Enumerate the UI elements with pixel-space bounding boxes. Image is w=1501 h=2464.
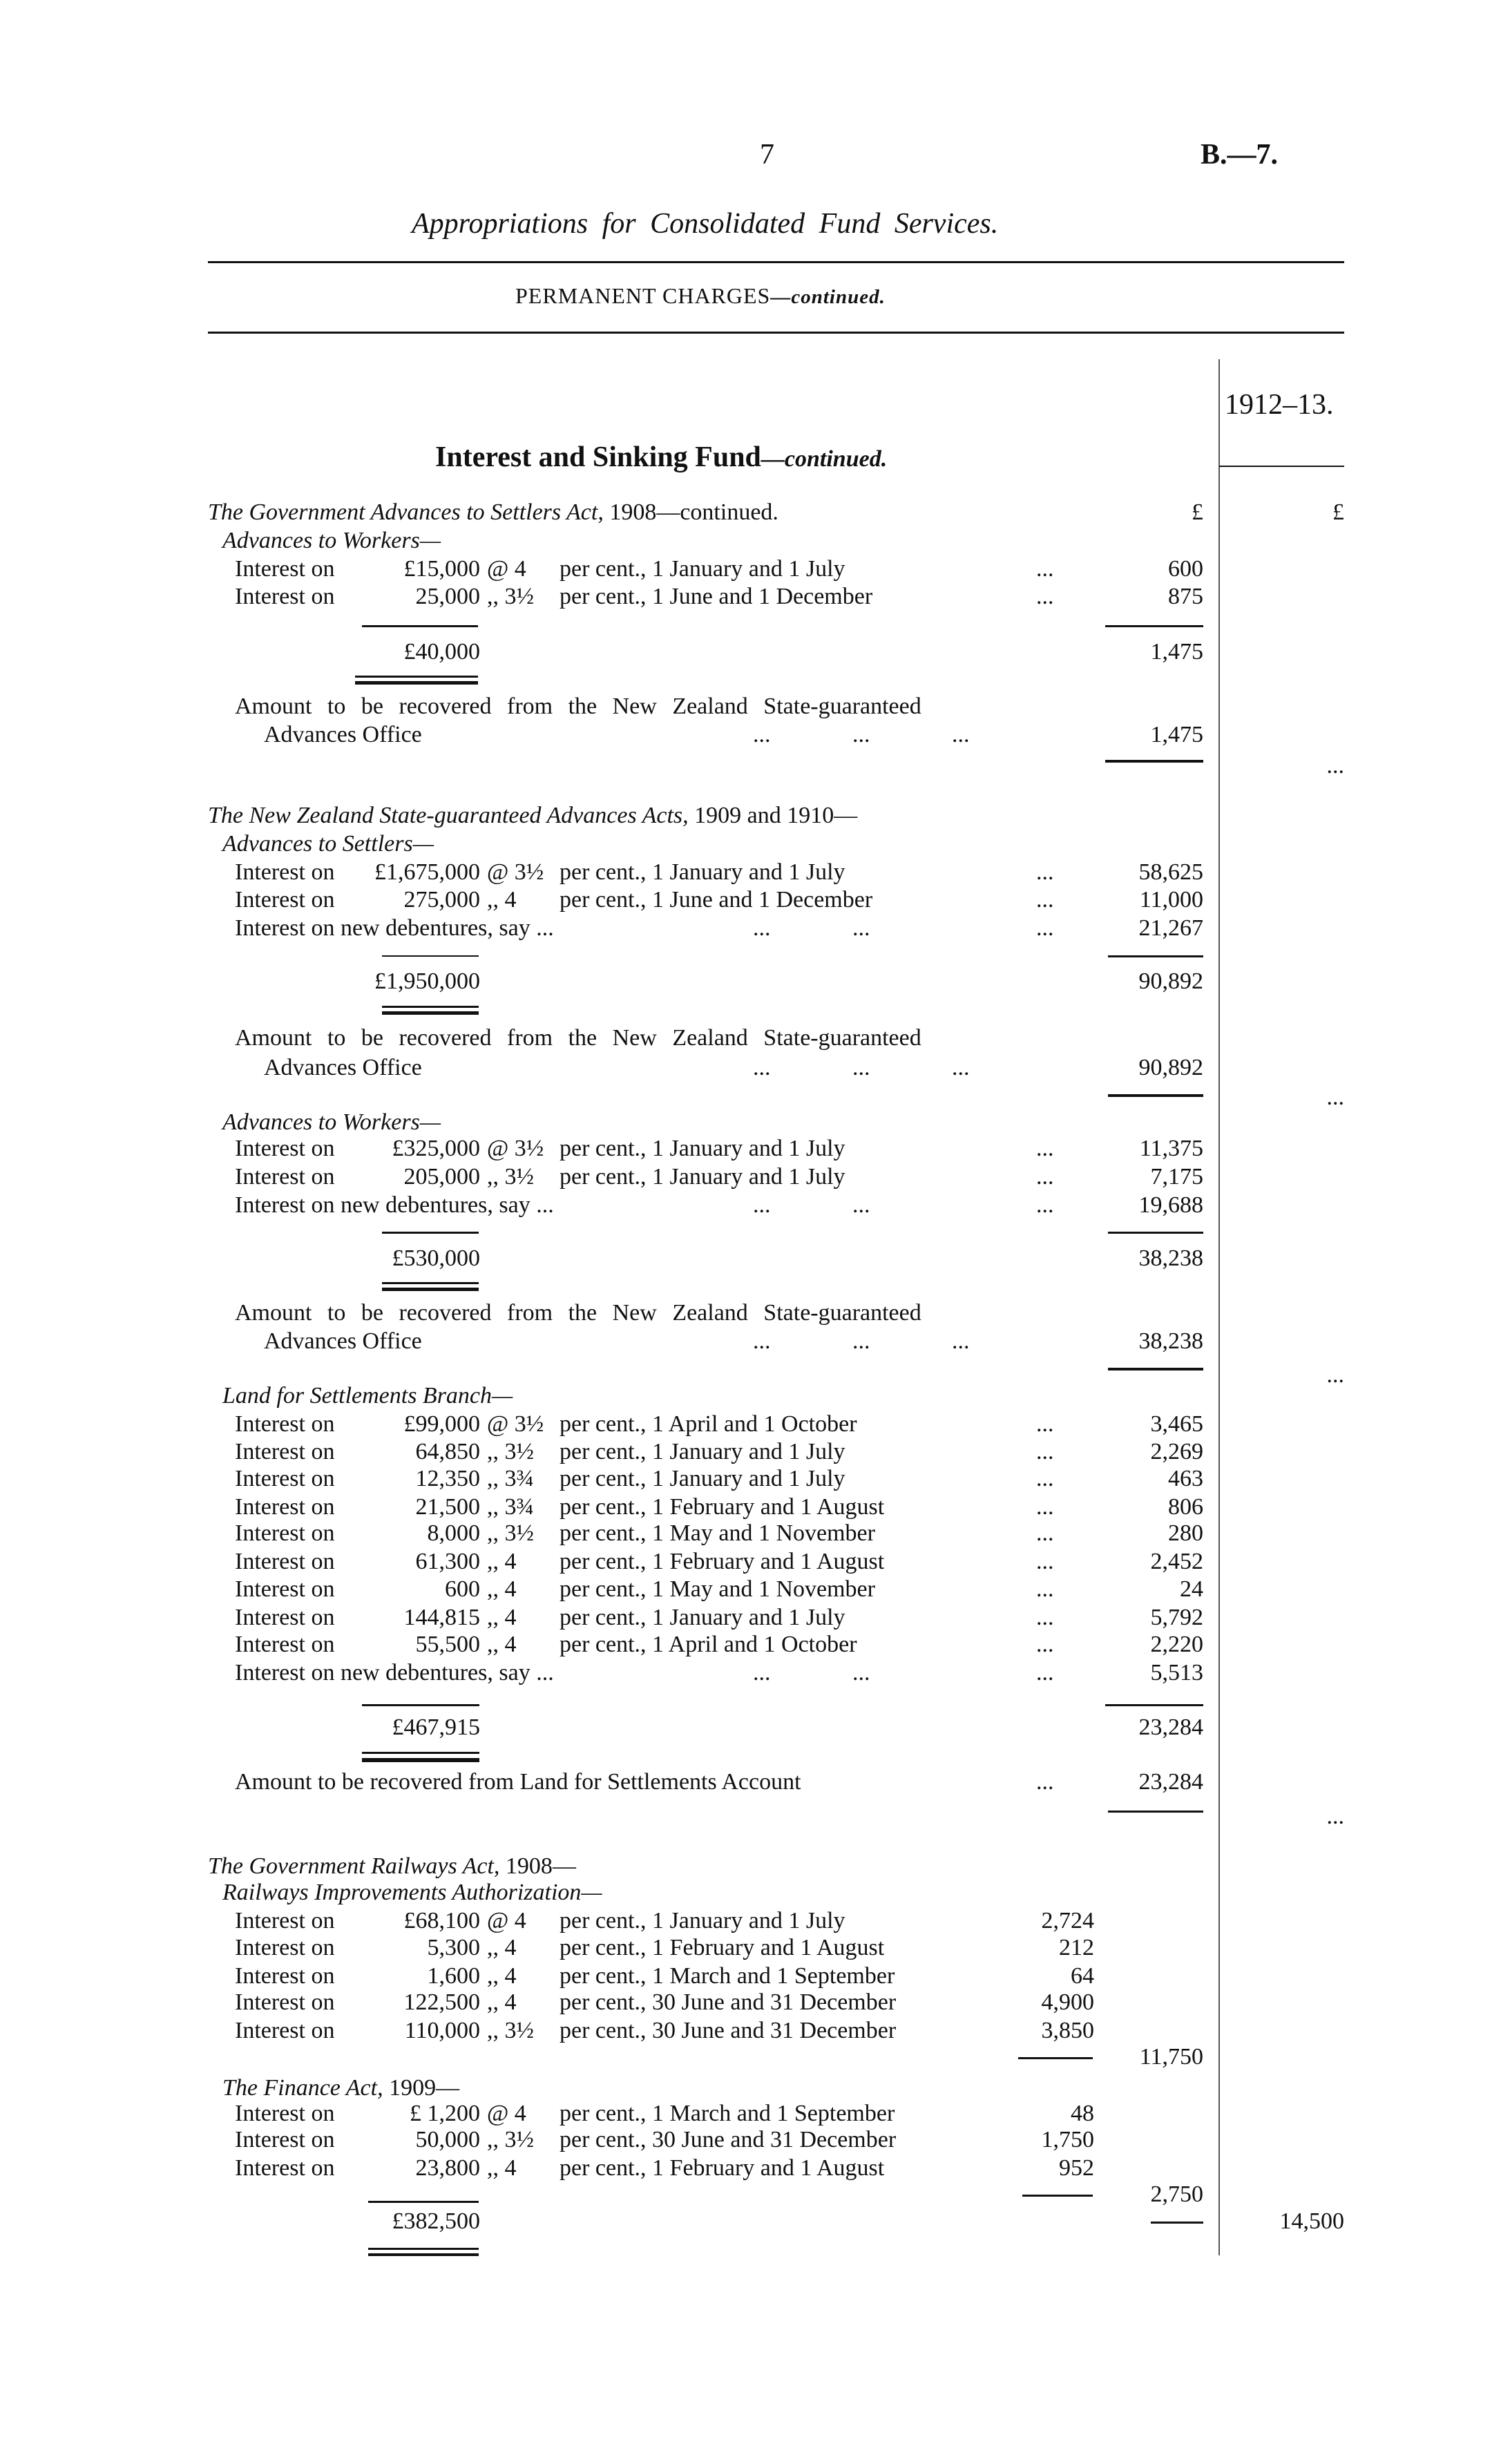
interest-line xyxy=(0,1465,1501,1493)
interest-label: Interest on xyxy=(235,887,335,913)
payment-dates: per cent., 1 January and 1 July xyxy=(560,1439,845,1464)
interest-line xyxy=(0,886,1501,914)
interest-line xyxy=(0,1548,1501,1576)
total-line xyxy=(0,638,1501,666)
principal: £68,100 xyxy=(403,1908,480,1933)
act-line xyxy=(0,802,1501,830)
leader-dots: ... ... xyxy=(753,1192,870,1218)
subheading xyxy=(222,2074,459,2102)
principal: 8,000 xyxy=(427,1520,480,1546)
permanent-charges-continued: —continued. xyxy=(770,286,886,308)
ledger-rule xyxy=(1108,1094,1203,1097)
section-title-continued: —continued. xyxy=(761,446,888,472)
year-column-header: 1912–13. xyxy=(1225,389,1334,421)
amount: 90,892 xyxy=(1138,1055,1203,1080)
total-line xyxy=(0,2043,1501,2071)
amount: 19,688 xyxy=(1138,1192,1203,1218)
amount: 1,475 xyxy=(1150,722,1203,747)
rate: @ 3½ xyxy=(487,859,544,885)
interest-line xyxy=(0,1604,1501,1632)
principal: 64,850 xyxy=(415,1439,480,1464)
subheading xyxy=(222,527,441,555)
amount: 600 xyxy=(1168,556,1203,582)
subheading xyxy=(222,1382,513,1410)
interest-label: Interest on xyxy=(235,2127,335,2152)
amount: 11,375 xyxy=(1139,1136,1203,1161)
principal: 600 xyxy=(445,1576,480,1602)
principal: 122,500 xyxy=(403,1989,480,2015)
interest-line xyxy=(0,555,1501,583)
rate: ,, 3½ xyxy=(487,1520,534,1546)
interest-label: Interest on xyxy=(235,2101,335,2126)
document-reference: B.—7. xyxy=(1201,139,1279,171)
act-name: The Government Railways Act, xyxy=(208,1853,500,1879)
interest-label: Interest on xyxy=(235,2018,335,2043)
ledger-rule xyxy=(1151,2222,1203,2224)
principal: 21,500 xyxy=(415,1494,480,1520)
amount: 2,220 xyxy=(1150,1632,1203,1657)
ledger-rule xyxy=(1018,2057,1093,2059)
leader-dots: ... ... ... xyxy=(753,722,970,747)
sub-line xyxy=(0,527,1501,555)
interest-line xyxy=(0,1411,1501,1438)
principal: 55,500 xyxy=(415,1632,480,1657)
total-line xyxy=(0,1245,1501,1272)
leader-dots: ... xyxy=(1036,1466,1054,1491)
principal: 50,000 xyxy=(415,2127,480,2152)
ledger-rule xyxy=(1108,1368,1203,1371)
principal-total: £382,500 xyxy=(392,2208,480,2234)
amount-line xyxy=(0,1768,1501,1796)
payment-dates: per cent., 1 June and 1 December xyxy=(560,584,873,609)
subheading xyxy=(222,1879,602,1907)
interest-line xyxy=(0,1520,1501,1547)
ledger-rule xyxy=(382,1232,479,1234)
principal: 61,300 xyxy=(415,1549,480,1574)
act-line xyxy=(0,499,1501,526)
sub-amount: 952 xyxy=(1059,2155,1094,2181)
year-amount: ... xyxy=(1326,753,1344,779)
page-number: 7 xyxy=(760,139,774,171)
sub-line xyxy=(0,2074,1501,2102)
leader-dots: ... xyxy=(1036,584,1054,609)
interest-label: Interest on xyxy=(235,2155,335,2181)
amount: 1,475 xyxy=(1150,639,1203,665)
ledger-rule xyxy=(362,1752,479,1754)
leader-dots: ... xyxy=(1036,1769,1054,1795)
subheading xyxy=(222,1109,441,1136)
act-name: The New Zealand State-guaranteed Advances Acts, xyxy=(208,803,689,828)
ledger-rule xyxy=(355,681,478,685)
rate: @ 3½ xyxy=(487,1136,544,1161)
interest-line xyxy=(0,1438,1501,1466)
col2-line xyxy=(0,1084,1501,1111)
amount-line xyxy=(0,1024,1501,1052)
col2-line xyxy=(0,752,1501,780)
act-heading xyxy=(208,802,857,830)
payment-dates: per cent., 1 January and 1 July xyxy=(560,1136,845,1161)
amount: 5,792 xyxy=(1150,1605,1203,1630)
subheading-text: Advances to Workers— xyxy=(222,1109,441,1135)
amount: 2,269 xyxy=(1150,1439,1203,1464)
principal: £1,675,000 xyxy=(374,859,480,885)
ledger-rule xyxy=(1105,760,1203,763)
principal: 5,300 xyxy=(427,1935,480,1960)
interest-line xyxy=(0,859,1501,886)
act-year: 1909 and 1910— xyxy=(688,803,858,828)
payment-dates: per cent., 1 April and 1 October xyxy=(560,1411,857,1437)
ledger-rule xyxy=(1105,625,1203,627)
sub-line xyxy=(0,1109,1501,1136)
payment-dates: per cent., 1 January and 1 July xyxy=(560,1164,845,1190)
office-line xyxy=(0,1054,1501,1082)
interest-label: Interest on xyxy=(235,1520,335,1546)
leader-dots: ... ... ... xyxy=(753,1328,970,1354)
leader-dots: ... xyxy=(1036,1494,1054,1520)
interest-label: Interest on xyxy=(235,1466,335,1491)
principal: 12,350 xyxy=(415,1466,480,1491)
sub-amount: 1,750 xyxy=(1041,2127,1094,2152)
title-rule xyxy=(208,261,1344,263)
rate: @ 3½ xyxy=(487,1411,544,1437)
payment-dates: per cent., 1 February and 1 August xyxy=(560,2155,885,2181)
interest-line xyxy=(0,1493,1501,1521)
recovery-source: Advances Office xyxy=(264,722,422,747)
principal: 110,000 xyxy=(404,2018,480,2043)
interest-label: Interest on xyxy=(235,1136,335,1161)
leader-dots: ... xyxy=(1036,1520,1054,1546)
interest-line xyxy=(0,1989,1501,2016)
ledger-rule xyxy=(1108,955,1203,957)
rate: @ 4 xyxy=(487,556,526,582)
payment-dates: per cent., 30 June and 31 December xyxy=(560,2127,897,2152)
payment-dates: per cent., 1 January and 1 July xyxy=(560,1605,845,1630)
year-amount: £ xyxy=(1332,499,1344,525)
year-amount: ... xyxy=(1326,1804,1344,1829)
principal: £15,000 xyxy=(403,556,480,582)
year-amount: 14,500 xyxy=(1279,2208,1344,2234)
sub-amount: 2,724 xyxy=(1041,1908,1094,1933)
amount: £ xyxy=(1192,499,1203,525)
sub-amount: 64 xyxy=(1071,1963,1094,1989)
total-line xyxy=(0,2181,1501,2208)
act-name: The Government Advances to Settlers Act, xyxy=(208,499,604,525)
act-heading xyxy=(208,499,778,526)
rate: ,, 4 xyxy=(487,1605,517,1630)
section-title xyxy=(435,441,887,474)
leader-dots: ... xyxy=(1036,1192,1054,1218)
payment-dates: per cent., 30 June and 31 December xyxy=(560,1989,897,2015)
interest-line xyxy=(0,2017,1501,2045)
sub-amount: 3,850 xyxy=(1041,2018,1094,2043)
interest-line xyxy=(0,583,1501,611)
leader-dots: ... xyxy=(1036,1632,1054,1657)
amount: 11,750 xyxy=(1139,2044,1203,2070)
amount: 3,465 xyxy=(1150,1411,1203,1437)
interest-line xyxy=(0,1135,1501,1163)
amount-line xyxy=(0,693,1501,720)
rate: ,, 4 xyxy=(487,2155,517,2181)
leader-dots: ... ... xyxy=(753,1660,870,1685)
rate: ,, 4 xyxy=(487,1935,517,1960)
amount: 24 xyxy=(1180,1576,1203,1602)
interest-label: Interest on xyxy=(235,1411,335,1437)
interest-line xyxy=(0,1934,1501,1962)
year-amount: ... xyxy=(1326,1085,1344,1110)
payment-dates: per cent., 1 March and 1 September xyxy=(560,1963,895,1989)
payment-dates: per cent., 1 January and 1 July xyxy=(560,1466,845,1491)
rate: ,, 4 xyxy=(487,1576,517,1602)
rate: ,, 3½ xyxy=(487,1439,534,1464)
interest-label: Interest on xyxy=(235,1963,335,1989)
sub-line xyxy=(0,1382,1501,1410)
permanent-charges-label: PERMANENT CHARGES xyxy=(515,283,771,308)
total-line xyxy=(0,2208,1501,2235)
ledger-rule xyxy=(368,2201,479,2203)
amount: 280 xyxy=(1168,1520,1203,1546)
interest-line xyxy=(0,1631,1501,1659)
col2-line xyxy=(0,1803,1501,1831)
sub-amount: 4,900 xyxy=(1041,1989,1094,2015)
payment-dates: per cent., 1 April and 1 October xyxy=(560,1632,857,1657)
amount: 38,238 xyxy=(1138,1328,1203,1354)
interest-line xyxy=(0,1163,1501,1191)
rate: ,, 3¾ xyxy=(487,1466,534,1491)
interest-label: Interest on xyxy=(235,1439,335,1464)
payment-dates: per cent., 1 June and 1 December xyxy=(560,887,873,913)
ledger-rule xyxy=(368,2253,479,2256)
payment-dates: per cent., 1 February and 1 August xyxy=(560,1494,885,1520)
subheading-text: Railways Improvements Authorization— xyxy=(222,1880,602,1905)
amount: 463 xyxy=(1168,1466,1203,1491)
rate: ,, 3½ xyxy=(487,1164,534,1190)
leader-dots: ... xyxy=(1036,1605,1054,1630)
rate: ,, 3½ xyxy=(487,2018,534,2043)
recovery-text: Amount to be recovered from the New Zealand State-guaranteed xyxy=(235,1300,921,1326)
interest-line xyxy=(0,1907,1501,1935)
permanent-charges-heading xyxy=(515,283,886,309)
leader-dots: ... xyxy=(1036,1136,1054,1161)
amount: 23,284 xyxy=(1138,1769,1203,1795)
interest-label: Interest on new debentures, say ... xyxy=(235,1192,554,1218)
recovery-text: Amount to be recovered from Land for Settlements Account xyxy=(235,1769,801,1795)
payment-dates: per cent., 1 January and 1 July xyxy=(560,859,845,885)
principal-total: £40,000 xyxy=(403,639,480,665)
principal: £325,000 xyxy=(392,1136,480,1161)
total-line xyxy=(0,968,1501,995)
total-line xyxy=(0,1714,1501,1741)
leader-dots: ... xyxy=(1036,887,1054,913)
office-line xyxy=(0,1328,1501,1355)
leader-dots: ... xyxy=(1036,1411,1054,1437)
interest-line xyxy=(0,2155,1501,2182)
interest-label: Interest on new debentures, say ... xyxy=(235,1660,554,1685)
ledger-rule xyxy=(382,1011,479,1015)
rate: ,, 4 xyxy=(487,1549,517,1574)
ledger-rule xyxy=(1105,1704,1203,1706)
year-amount: ... xyxy=(1326,1362,1344,1388)
principal: £ 1,200 xyxy=(410,2101,480,2126)
payment-dates: per cent., 1 May and 1 November xyxy=(560,1576,875,1602)
rate: ,, 3½ xyxy=(487,2127,534,2152)
sub-line xyxy=(0,1879,1501,1907)
leader-dots: ... xyxy=(1036,1576,1054,1602)
header-rule xyxy=(208,332,1344,334)
payment-dates: per cent., 1 February and 1 August xyxy=(560,1935,885,1960)
interest-label: Interest on xyxy=(235,1908,335,1933)
leader-dots: ... xyxy=(1036,859,1054,885)
principal-total: £467,915 xyxy=(392,1715,480,1740)
principal: 1,600 xyxy=(427,1963,480,1989)
office-line xyxy=(0,721,1501,749)
rate: ,, 3¾ xyxy=(487,1494,534,1520)
recovery-text: Amount to be recovered from the New Zealand State-guaranteed xyxy=(235,694,921,719)
act-year: 1908— xyxy=(499,1853,576,1879)
rate: ,, 4 xyxy=(487,887,517,913)
interest-label: Interest on xyxy=(235,1935,335,1960)
amount: 21,267 xyxy=(1138,915,1203,941)
rate: ,, 4 xyxy=(487,1989,517,2015)
interest-label: Interest on xyxy=(235,1164,335,1190)
act-line xyxy=(0,1853,1501,1880)
sub-amount: 212 xyxy=(1059,1935,1094,1960)
amount-line xyxy=(0,1299,1501,1327)
amount: 2,750 xyxy=(1150,2181,1203,2207)
amount: 5,513 xyxy=(1150,1660,1203,1685)
amount: 11,000 xyxy=(1139,887,1203,913)
interest-label: Interest on xyxy=(235,1989,335,2015)
amount: 2,452 xyxy=(1150,1549,1203,1574)
section-title-text: Interest and Sinking Fund xyxy=(435,441,761,473)
leader-dots: ... xyxy=(1036,915,1054,941)
principal: 25,000 xyxy=(415,584,480,609)
sub-line xyxy=(0,830,1501,858)
interest-line xyxy=(0,1659,1501,1687)
leader-dots: ... xyxy=(1036,1660,1054,1685)
payment-dates: per cent., 1 May and 1 November xyxy=(560,1520,875,1546)
principal: 205,000 xyxy=(403,1164,480,1190)
subheading xyxy=(222,830,434,858)
ledger-rule xyxy=(382,1288,479,1291)
ledger-rule xyxy=(382,955,479,957)
ledger-rule xyxy=(355,676,478,678)
rate: @ 4 xyxy=(487,1908,526,1933)
leader-dots: ... ... xyxy=(753,915,870,941)
subheading-text: Advances to Settlers— xyxy=(222,831,434,857)
leader-dots: ... xyxy=(1036,1164,1054,1190)
act-heading xyxy=(208,1853,576,1880)
principal-total: £530,000 xyxy=(392,1245,480,1271)
ledger-rule xyxy=(1108,1232,1203,1234)
ledger-rule xyxy=(1108,1811,1203,1813)
leader-dots: ... xyxy=(1036,1549,1054,1574)
recovery-source: Advances Office xyxy=(264,1328,422,1354)
sub-amount: 48 xyxy=(1071,2101,1094,2126)
subheading-text: Advances to Workers— xyxy=(222,528,441,553)
ledger-rule xyxy=(382,1006,479,1008)
recovery-text: Amount to be recovered from the New Zealand State-guaranteed xyxy=(235,1025,921,1051)
interest-label: Interest on xyxy=(235,1494,335,1520)
payment-dates: per cent., 1 February and 1 August xyxy=(560,1549,885,1574)
interest-line xyxy=(0,1576,1501,1603)
leader-dots: ... ... ... xyxy=(753,1055,970,1080)
ledger-rule xyxy=(382,1282,479,1284)
interest-label: Interest on xyxy=(235,1632,335,1657)
interest-label: Interest on xyxy=(235,859,335,885)
amount: 38,238 xyxy=(1138,1245,1203,1271)
interest-label: Interest on xyxy=(235,1576,335,1602)
principal: 275,000 xyxy=(403,887,480,913)
interest-line xyxy=(0,1962,1501,1990)
amount: 806 xyxy=(1168,1494,1203,1520)
ledger-rule xyxy=(362,1704,479,1706)
interest-line xyxy=(0,2100,1501,2128)
subheading-text: Land for Settlements Branch— xyxy=(222,1383,513,1408)
interest-line xyxy=(0,2126,1501,2154)
amount: 58,625 xyxy=(1138,859,1203,885)
leader-dots: ... xyxy=(1036,556,1054,582)
payment-dates: per cent., 1 January and 1 July xyxy=(560,556,845,582)
payment-dates: per cent., 1 January and 1 July xyxy=(560,1908,845,1933)
ledger-rule xyxy=(362,625,478,627)
interest-label: Interest on xyxy=(235,584,335,609)
payment-dates: per cent., 30 June and 31 December xyxy=(560,2018,897,2043)
recovery-source: Advances Office xyxy=(264,1055,422,1080)
interest-label: Interest on xyxy=(235,1549,335,1574)
page-title: Appropriations for Consolidated Fund Services. xyxy=(412,208,999,240)
rate: @ 4 xyxy=(487,2101,526,2126)
rate: ,, 3½ xyxy=(487,584,534,609)
principal: £99,000 xyxy=(403,1411,480,1437)
ledger-rule xyxy=(368,2248,479,2250)
amount: 875 xyxy=(1168,584,1203,609)
act-year: 1908—continued. xyxy=(603,499,778,525)
ledger-rule xyxy=(362,1758,479,1762)
ledger-rule xyxy=(1022,2195,1093,2197)
principal: 144,815 xyxy=(403,1605,480,1630)
amount: 23,284 xyxy=(1138,1715,1203,1740)
leader-dots: ... xyxy=(1036,1439,1054,1464)
year-header-rule xyxy=(1219,466,1344,467)
rate: ,, 4 xyxy=(487,1963,517,1989)
interest-label: Interest on xyxy=(235,1605,335,1630)
subheading-year: 1909— xyxy=(383,2075,460,2101)
amount: 7,175 xyxy=(1150,1164,1203,1190)
interest-label: Interest on new debentures, say ... xyxy=(235,915,554,941)
interest-label: Interest on xyxy=(235,556,335,582)
interest-line xyxy=(0,1192,1501,1219)
interest-line xyxy=(0,915,1501,942)
amount: 90,892 xyxy=(1138,968,1203,994)
rate: ,, 4 xyxy=(487,1632,517,1657)
payment-dates: per cent., 1 March and 1 September xyxy=(560,2101,895,2126)
principal: 23,800 xyxy=(415,2155,480,2181)
subheading-text: The Finance Act, xyxy=(222,2075,383,2101)
principal-total: £1,950,000 xyxy=(374,968,480,994)
